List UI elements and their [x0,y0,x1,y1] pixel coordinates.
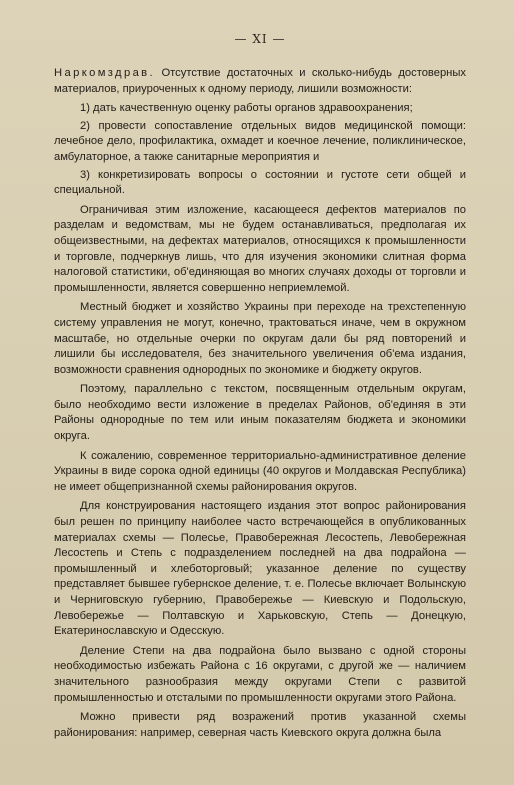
paragraph-intro [54,66,466,97]
paragraph: Для конструирования настоящего издания этот вопрос районирования был решен по принципу наиболее часто встречающейся в опубликованных материалах схемы — Полесье, Правобережная Лесостепь, Левобережная Лесостепь и Степь с подразделением последней на два подрайона — промышленный и хлеботорговый; указанное деление по существу представляет бывшее губернское деление, т. е. Полесье включает Волынскую и Черниговскую губернию, Правобережье — Киевскую и Подольскую, Левобережье — Полтавскую и Харьковскую, Степь — Донецкую, Екатеринославскую и Одесскую. [54,500,466,638]
paragraph: Местный бюджет и хозяйство Украины при переходе на трехстепенную систему управления не могут, конечно, трактоваться иначе, чем в окружном масштабе, но отдельные очерки по округам дали бы ряд повторений и лишили бы исследователя, без значительного увеличения об'ема издания, возможности сравнения однородных по экономике и бюджету округов. [54,301,466,376]
paragraph: Можно привести ряд возражений против указанной схемы районирования: например, северная часть Киевского округа должна была [54,711,466,739]
paragraph: Ограничивая этим изложение, касающееся дефектов материалов по разделам и ведомствам, мы не будем останавливаться, предполагая их общеизвестными, на дефектах материалов, относящихся к промышленности и торговле, подчеркнув лишь, что для изучения экономики слитная форма налоговой статистики, об'единяющая во многих случаях доходы от торговли и промышленности, является совершенно неприемлемой. [54,203,466,294]
paragraph-text: Отсутствие достаточных и сколько-нибудь достоверных материалов, приуроченных к одному периоду, лишили возможности: [54,67,466,95]
page-number: — XI — [234,32,286,46]
list-item-1: 1) дать качественную оценку работы органов здравоохранения; [80,102,413,115]
paragraph-lead-word: Наркомздрав. [54,67,156,79]
paragraph: Поэтому, параллельно с текстом, посвященным отдельным округам, было необходимо вести изложение в пределах Районов, об'единяя в эти Районы однородные по тем или иным показателям бюджета и экономики округа. [54,383,466,443]
list-item-2: 2) провести сопоставление отдельных видов медицинской помощи: лечебное дело, профилактика, охмадет и коечное лечение, поликлиническое, амбулаторное, а также санитарные мероприятия и [54,119,466,163]
paragraph: Деление Степи на два подрайона было вызвано с одной стороны необходимостью избежать Района с 16 округами, с другой же — наличием значительного разнообразия между округами Степи с развитой промышленностью и отсталыми по промышленности округами этого Района. [54,644,466,704]
paragraph: К сожалению, современное территориально-административное деление Украины в виде сорока одной единицы (40 округов и Молдавская Республика) не имеет общепризнанной схемы районирования округов. [54,449,466,493]
list-item-3: 3) конкретизировать вопросы о состоянии и густоте сети общей и специальной. [54,168,466,197]
body-text [54,66,466,741]
